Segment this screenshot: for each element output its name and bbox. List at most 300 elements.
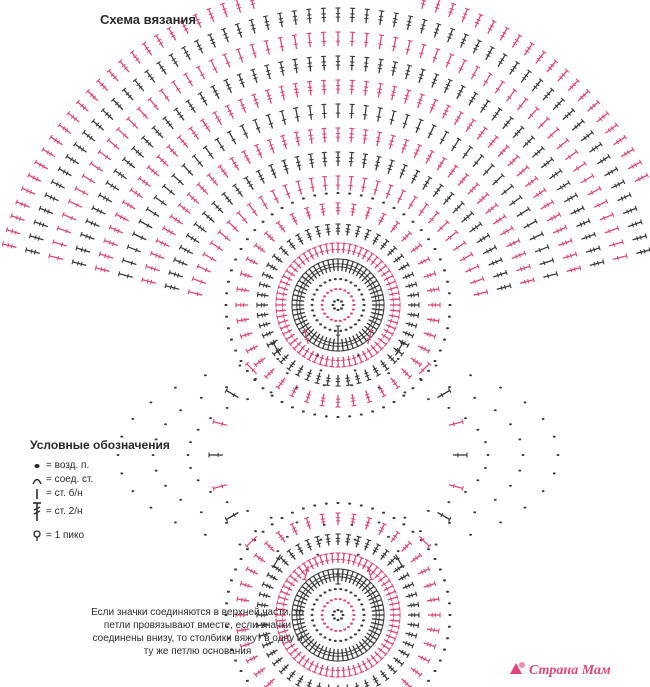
stitch-mark: [134, 234, 147, 240]
stitch-top: [407, 65, 412, 66]
chain-dot: [174, 387, 177, 389]
chain-dot: [302, 197, 305, 199]
chain-dot: [411, 531, 414, 533]
stitch-tick: [411, 622, 412, 626]
stitch-mark: [347, 225, 348, 236]
stitch-mark: [22, 188, 35, 194]
stitch-tick: [326, 378, 330, 379]
stitch-tick: [391, 95, 395, 96]
stitch-tick: [284, 319, 285, 323]
stitch-mark: [483, 165, 493, 175]
stitch-mark: [103, 110, 113, 120]
stitch-top: [346, 224, 351, 225]
stitch-mark: [333, 259, 334, 271]
stitch-tick: [301, 316, 302, 320]
stitch-mark: [465, 266, 478, 272]
stitch-mark: [449, 4, 454, 17]
stitch-mark: [406, 284, 417, 287]
stitch-mark: [524, 44, 532, 56]
stitch-mark: [68, 113, 79, 122]
stitch-mark: [87, 221, 100, 227]
stitch-top: [510, 283, 511, 288]
chain-dot: [323, 313, 326, 315]
chain-dot: [427, 398, 430, 400]
chain-dot: [324, 591, 327, 593]
stitch-tick: [419, 53, 423, 54]
chain-dot: [433, 360, 436, 362]
stitch-mark: [213, 203, 223, 213]
stitch-tick: [567, 255, 568, 259]
stitch-top: [462, 419, 463, 424]
chain-dot: [246, 680, 249, 682]
stitch-mark: [475, 15, 481, 28]
chain-dot: [187, 454, 190, 456]
stitch-top: [348, 244, 353, 245]
stitch-tick: [392, 46, 396, 47]
stitch-mark: [458, 175, 467, 186]
chain-dot: [324, 326, 327, 328]
chain-dot: [323, 524, 326, 526]
stitch-mark: [390, 299, 400, 300]
stitch-top: [29, 233, 30, 238]
stitch-mark: [81, 234, 94, 239]
chain-dot: [227, 591, 230, 593]
stitch-mark: [296, 108, 299, 122]
chain-dot: [320, 369, 323, 371]
stitch-top: [240, 271, 242, 276]
stitch-mark: [501, 186, 512, 195]
stitch-mark: [352, 394, 354, 406]
stitch-mark: [572, 121, 583, 130]
stitch-mark: [462, 9, 467, 22]
stitch-mark: [241, 583, 252, 587]
stitch-mark: [533, 190, 545, 198]
stitch-top: [315, 383, 320, 384]
stitch-mark: [202, 120, 210, 132]
chain-dot: [469, 534, 472, 536]
chain-dot: [439, 349, 442, 351]
stitch-tick: [378, 89, 382, 90]
stitch-tick: [81, 262, 82, 266]
stitch-mark: [342, 569, 343, 581]
instruction-note: Если значки соединяются в верхней части, то петли провязывают вместе, если значки соединены внизу, то столбики вяжут в одну и ту же петлю основания: [91, 607, 304, 657]
chain-dot: [240, 558, 243, 560]
chain-dot: [363, 304, 366, 306]
chain-dot: [499, 387, 502, 389]
chain-dot: [246, 238, 249, 240]
stitch-top: [418, 602, 419, 607]
stitch-mark: [324, 104, 325, 118]
stitch-tick: [322, 653, 326, 654]
stitch-tick: [262, 293, 263, 297]
chain-dot: [291, 202, 294, 204]
chain-dot: [340, 307, 343, 309]
stitch-mark: [310, 106, 312, 120]
stitch-tick: [453, 422, 454, 426]
chain-dot: [164, 485, 167, 487]
stitch-top: [408, 16, 413, 17]
chain-dot: [313, 314, 316, 316]
stitch-tick: [266, 284, 267, 288]
stitch-mark: [588, 188, 600, 195]
stitch-mark: [453, 203, 463, 213]
stitch-tick: [570, 254, 571, 258]
stitch-mark: [277, 293, 287, 295]
stitch-mark: [597, 156, 609, 164]
stitch-mark: [392, 87, 395, 101]
stitch-tick: [392, 22, 396, 23]
stitch-mark: [120, 61, 129, 72]
chain-dot: [358, 319, 361, 321]
stitch-mark: [548, 129, 558, 138]
stitch-tick: [419, 74, 423, 75]
legend-item-slip: [30, 473, 93, 487]
stitch-mark: [271, 165, 276, 178]
stitch-mark: [349, 337, 353, 348]
stitch-mark: [568, 81, 578, 91]
stitch-tick: [131, 261, 132, 265]
stitch-mark: [322, 204, 324, 216]
legend-label: = ст. б/н: [46, 488, 83, 499]
chain-dot: [209, 491, 212, 493]
stitch-mark: [419, 70, 423, 83]
stitch-mark: [365, 58, 366, 72]
stitch-mark: [391, 111, 394, 125]
stitch-mark: [418, 95, 423, 108]
stitch-tick: [266, 70, 270, 71]
stitch-top: [381, 318, 383, 323]
chain-dot: [360, 603, 363, 605]
stitch-mark: [307, 540, 311, 550]
chain-dot: [353, 614, 356, 616]
stitch-tick: [279, 18, 283, 19]
stitch-mark: [461, 35, 467, 48]
stitch-mark: [324, 56, 325, 70]
stitch-tick: [431, 628, 432, 632]
chain-dot: [321, 299, 324, 301]
chain-dot: [378, 521, 381, 523]
stitch-mark: [503, 118, 512, 129]
chain-dot: [326, 292, 329, 294]
chain-dot: [360, 413, 363, 415]
chain-dot: [464, 491, 467, 493]
chain-dot: [337, 299, 340, 301]
chain-dot: [509, 423, 512, 425]
stitch-tick: [349, 340, 353, 341]
stitch-mark: [320, 556, 323, 566]
stitch-mark: [356, 227, 359, 238]
stitch-tick: [421, 3, 425, 4]
stitch-top: [398, 315, 399, 320]
stitch-mark: [563, 110, 573, 120]
stitch-mark: [258, 294, 269, 295]
stitch-top: [325, 260, 330, 261]
stitch-top: [257, 292, 258, 297]
stitch-mark: [358, 353, 362, 362]
stitch-mark: [260, 284, 271, 287]
chain-dot: [449, 304, 452, 306]
chain-dot: [227, 327, 230, 329]
stitch-mark: [470, 279, 483, 284]
chain-dot: [402, 395, 405, 397]
stitch-tick: [31, 249, 32, 253]
chain-dot: [403, 517, 406, 519]
stitch-tick: [298, 190, 302, 191]
stitch-mark: [26, 250, 40, 253]
stitch-top: [392, 86, 397, 87]
stitch-tick: [34, 250, 35, 254]
stitch-top: [99, 252, 101, 257]
stitch-top: [293, 292, 294, 297]
stitch-mark: [588, 102, 599, 111]
stitch-mark: [146, 266, 159, 270]
stitch-mark: [194, 156, 203, 167]
stitch-mark: [452, 139, 460, 151]
stitch-top: [406, 90, 411, 91]
stitch-top: [237, 287, 238, 292]
stitch-tick: [345, 541, 349, 542]
stitch-tick: [365, 215, 369, 216]
chain-dot: [350, 295, 353, 297]
stitch-mark: [171, 216, 183, 224]
chain-dot: [120, 472, 123, 474]
stitch-mark: [3, 244, 17, 247]
stitch-mark: [211, 243, 223, 251]
stitch-tick: [326, 381, 330, 382]
stitch-tick: [77, 261, 78, 265]
stitch-tick: [411, 593, 412, 597]
chain-dot: [473, 511, 476, 513]
stitch-top: [434, 334, 436, 339]
stitch-tick: [345, 345, 349, 346]
stitch-tick: [306, 522, 310, 523]
stitch-tick: [356, 540, 360, 541]
chain-dot: [371, 410, 374, 412]
stitch-tick: [406, 49, 410, 50]
stitch-mark: [266, 41, 269, 55]
stitch-mark: [323, 337, 327, 348]
chain-dot: [345, 639, 348, 641]
stitch-mark: [204, 254, 216, 261]
stitch-mark: [283, 330, 292, 335]
stitch-tick: [376, 141, 380, 142]
stitch-mark: [317, 373, 320, 384]
stitch-mark: [323, 262, 327, 273]
stitch-mark: [294, 11, 296, 25]
stitch-tick: [520, 267, 521, 271]
stitch-mark: [241, 273, 252, 277]
stitch-tick: [308, 87, 312, 88]
stitch-top: [351, 658, 356, 660]
stitch-mark: [443, 194, 452, 205]
stitch-top: [259, 324, 260, 329]
stitch-tick: [283, 292, 284, 296]
chain-dot: [352, 618, 355, 620]
stitch-mark: [251, 20, 255, 33]
stitch-mark: [386, 635, 395, 639]
stitch-tick: [310, 163, 314, 164]
stitch-top: [165, 283, 166, 288]
stitch-top: [363, 130, 368, 131]
stitch-tick: [414, 603, 415, 607]
stitch-mark: [388, 320, 398, 323]
stitch-mark: [407, 314, 418, 315]
stitch-tick: [430, 273, 431, 277]
stitch-top: [259, 592, 260, 597]
stitch-mark: [198, 184, 208, 194]
stitch-mark: [176, 109, 184, 120]
chain-dot: [332, 614, 335, 616]
chain-dot: [131, 490, 134, 492]
stitch-top: [240, 334, 242, 339]
stitch-tick: [222, 484, 223, 488]
chain-dot: [350, 623, 353, 625]
chain-dot: [240, 360, 243, 362]
stitch-mark: [237, 289, 249, 291]
stitch-tick: [269, 123, 273, 124]
stitch-mark: [281, 62, 284, 76]
stitch-top: [348, 365, 353, 366]
stitch-top: [397, 631, 398, 636]
stitch-mark: [133, 148, 143, 157]
stitch-mark: [282, 111, 285, 125]
stitch-tick: [635, 222, 636, 226]
stitch-tick: [43, 223, 44, 227]
chain-dot: [362, 608, 365, 610]
stitch-tick: [222, 422, 223, 426]
chain-dot: [350, 281, 353, 283]
stitch-mark: [7, 230, 20, 234]
chain-dot: [131, 418, 134, 420]
stitch-mark: [557, 140, 568, 149]
stitch-top: [367, 401, 372, 403]
stitch-tick: [327, 342, 331, 343]
stitch-mark: [240, 100, 245, 113]
stitch-mark: [254, 95, 259, 108]
stitch-mark: [528, 109, 537, 119]
stitch-top: [294, 318, 296, 323]
stitch-mark: [388, 630, 398, 633]
chain-dot: [350, 636, 353, 638]
chain-dot: [339, 640, 342, 642]
stitch-tick: [267, 74, 271, 75]
stitch-top: [382, 602, 383, 607]
chain-dot: [448, 292, 451, 294]
stitch-top: [394, 13, 399, 14]
stitch-mark: [333, 649, 334, 661]
chain-dot: [337, 416, 340, 418]
stitch-mark: [123, 260, 136, 264]
stitch-top: [434, 644, 436, 649]
stitch-mark: [327, 225, 328, 236]
stitch-tick: [8, 243, 9, 247]
stitch-mark: [347, 535, 348, 546]
stitch-mark: [513, 127, 522, 137]
stitch-tick: [409, 322, 410, 326]
stitch-tick: [632, 223, 633, 227]
stitch-mark: [477, 128, 485, 139]
stitch-top: [580, 265, 581, 270]
chain-dot: [332, 304, 335, 306]
stitch-top: [397, 285, 398, 290]
stitch-mark: [517, 167, 528, 176]
chain-dot: [347, 626, 350, 628]
stitch-tick: [351, 522, 355, 523]
stitch-mark: [226, 80, 232, 93]
stitch-mark: [402, 140, 407, 153]
stitch-mark: [131, 190, 143, 198]
stitch-tick: [16, 216, 17, 220]
stitch-top: [381, 597, 383, 602]
stitch-mark: [409, 197, 416, 209]
stitch-top: [379, 59, 384, 60]
chain-dot: [362, 298, 365, 300]
stitch-tick: [280, 92, 284, 93]
stitch-mark: [213, 422, 227, 426]
stitch-top: [320, 348, 325, 350]
stitch-tick: [270, 148, 274, 149]
stitch-tick: [393, 18, 397, 19]
stitch-tick: [66, 229, 68, 233]
stitch-mark: [324, 153, 325, 167]
stitch-tick: [222, 8, 226, 9]
stitch-mark: [280, 38, 283, 52]
stitch-top: [351, 204, 356, 205]
stitch-tick: [390, 287, 391, 291]
stitch-mark: [307, 230, 311, 240]
stitch-top: [357, 383, 362, 384]
stitch-mark: [493, 175, 503, 185]
stitch-tick: [375, 311, 376, 315]
stitch-top: [323, 244, 328, 245]
chain-dot: [448, 626, 451, 628]
stitch-mark: [510, 197, 521, 205]
chain-dot: [360, 293, 363, 295]
stitch-mark: [281, 591, 290, 595]
stitch-mark: [179, 205, 190, 214]
stitch-mark: [358, 558, 362, 567]
chain-dot: [240, 248, 243, 250]
stitch-tick: [406, 70, 410, 71]
stitch-mark: [538, 119, 548, 129]
stitch-top: [142, 277, 143, 282]
chain-dot: [276, 550, 279, 552]
stitch-mark: [581, 176, 593, 183]
stitch-mark: [326, 244, 328, 254]
stitch-top: [25, 248, 26, 253]
stitch-tick: [434, 32, 438, 33]
stitch-mark: [283, 136, 287, 149]
chain-dot: [350, 605, 353, 607]
stitch-tick: [347, 359, 351, 360]
chain-dot: [328, 329, 331, 331]
stitch-mark: [63, 215, 76, 220]
stitch-tick: [355, 233, 359, 234]
stitch-mark: [150, 99, 159, 110]
stitch-mark: [328, 648, 331, 660]
stitch-top: [341, 569, 346, 570]
stitch-tick: [35, 235, 36, 239]
chain-dot: [476, 479, 479, 481]
stitch-top: [315, 226, 320, 227]
stitch-mark: [547, 61, 556, 72]
stitch-mark: [365, 82, 367, 96]
chain-dot: [330, 289, 333, 291]
stitch-tick: [356, 378, 360, 379]
stitch-tick: [322, 343, 326, 344]
stitch-tick: [344, 267, 348, 268]
stitch-mark: [377, 132, 380, 146]
